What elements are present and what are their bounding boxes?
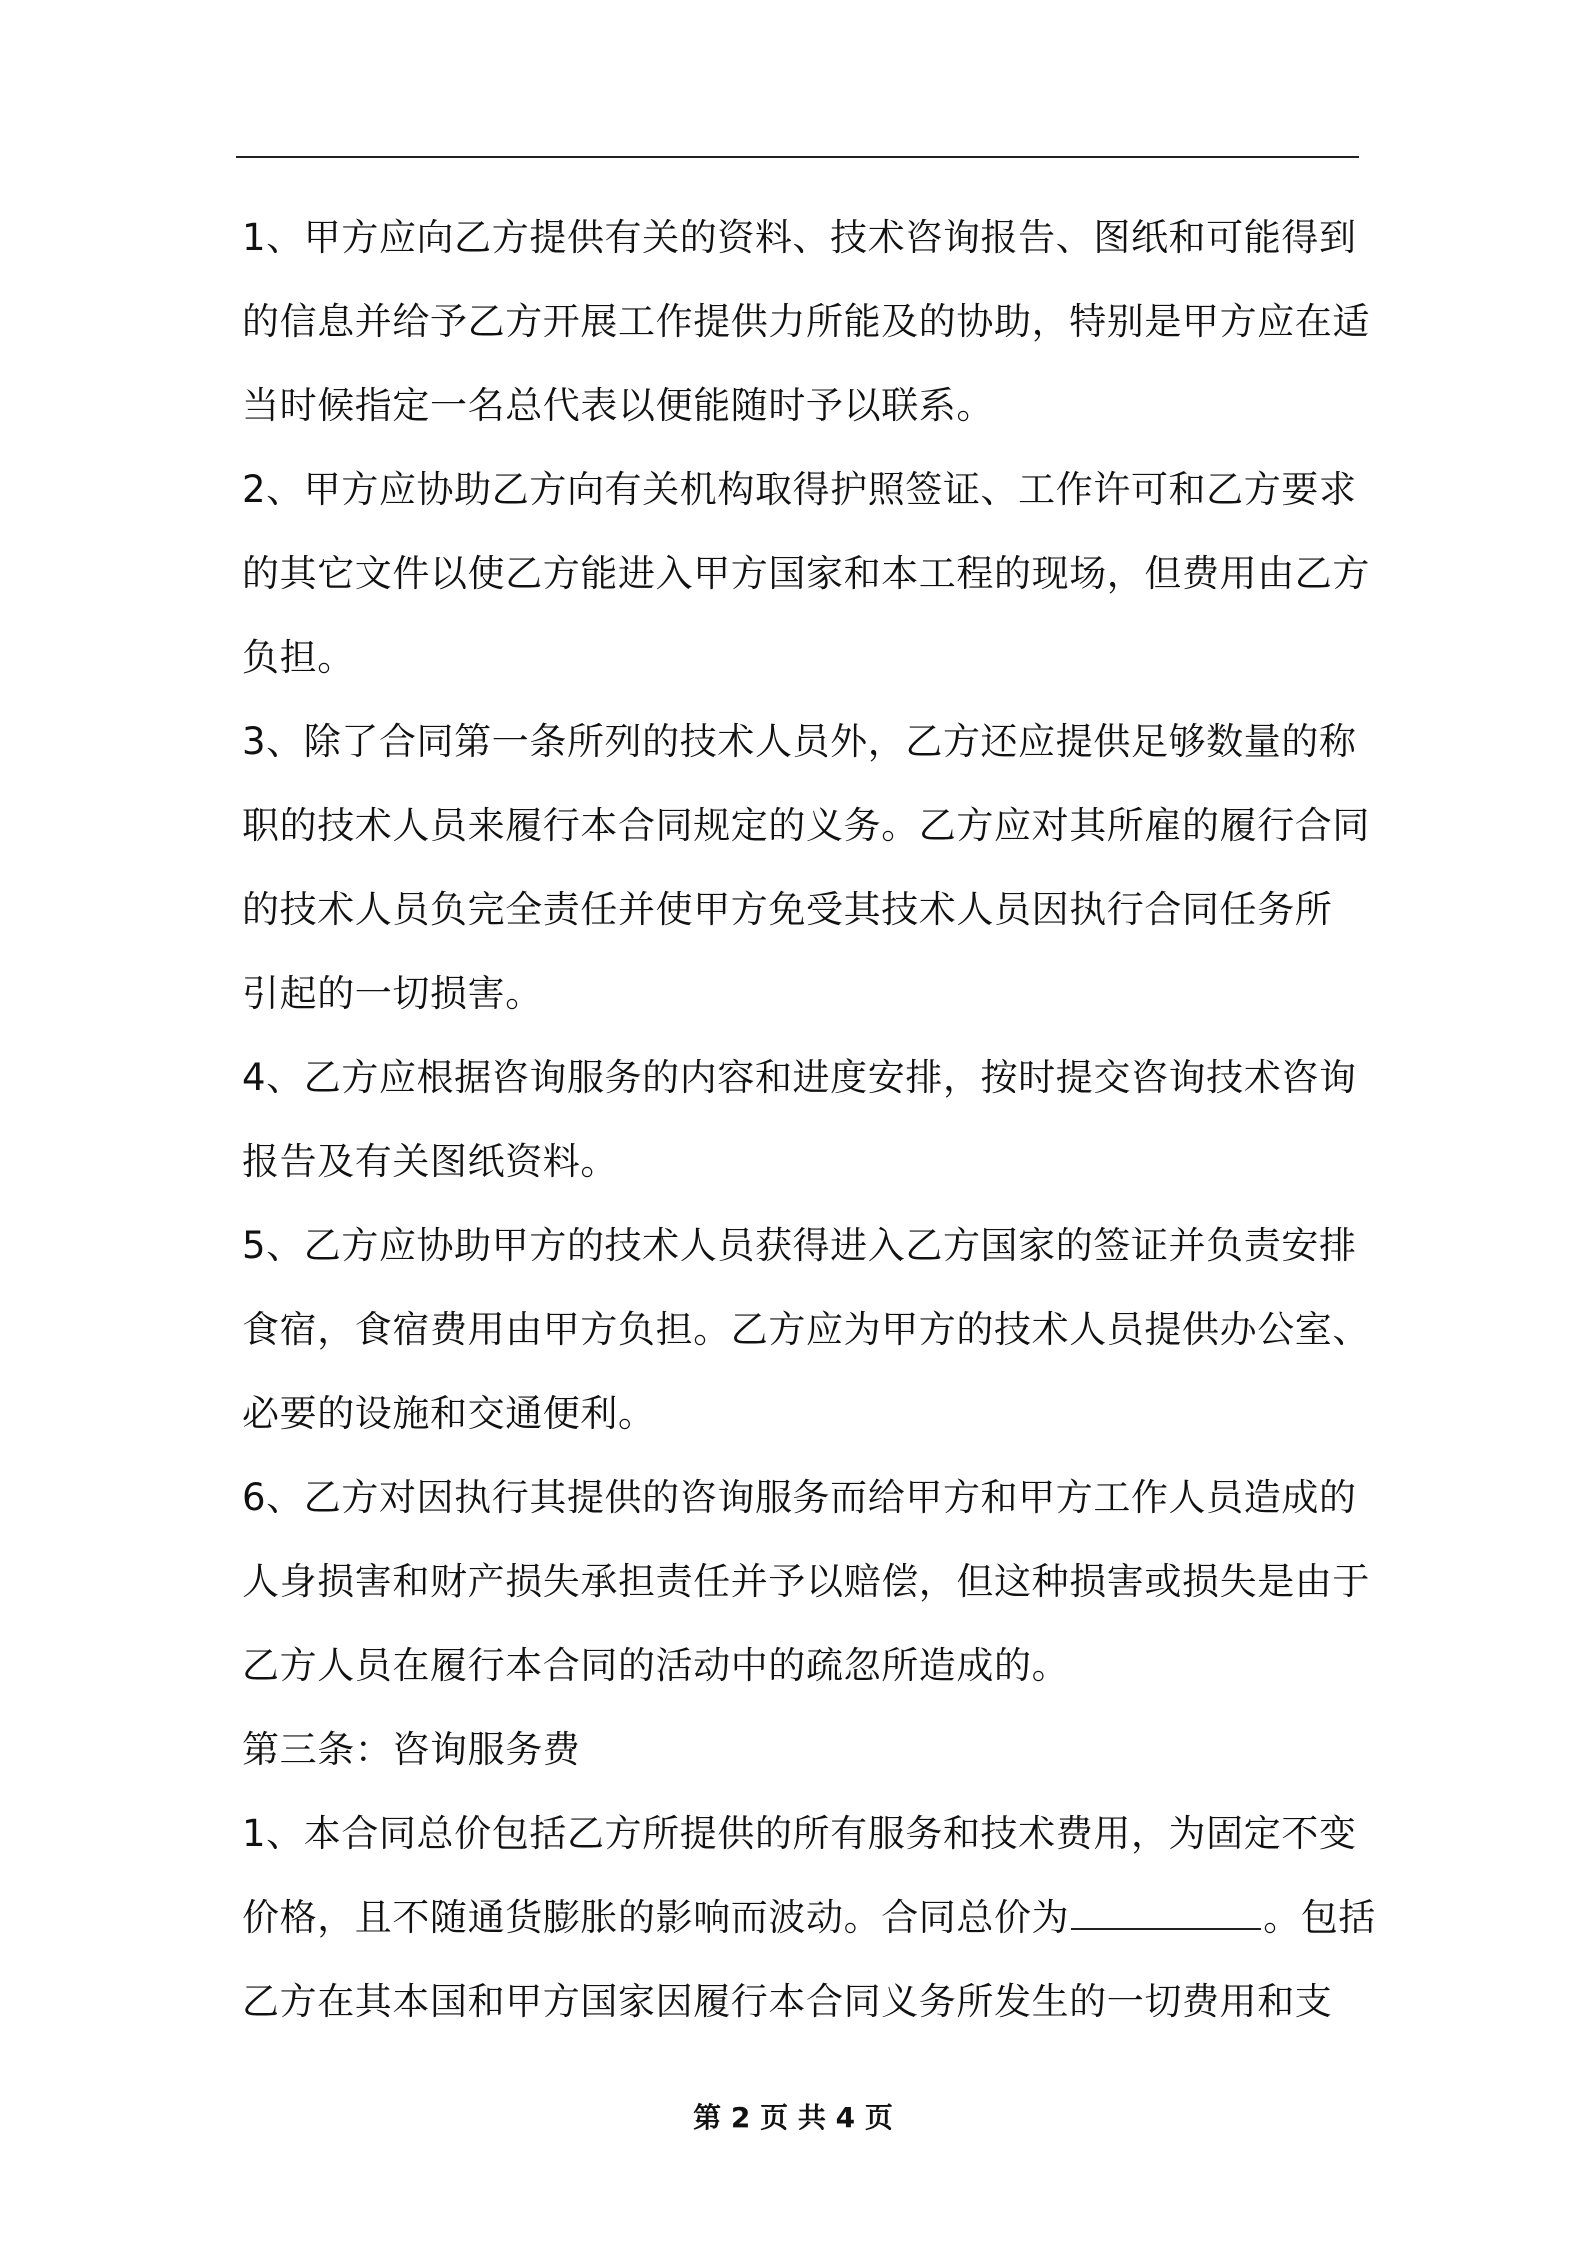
text-line: 的技术人员负完全责任并使甲方免受其技术人员因执行合同任务所	[242, 888, 1333, 931]
text-line: 的信息并给予乙方开展工作提供力所能及的协助，特别是甲方应在适	[242, 300, 1370, 343]
text-line: 的其它文件以使乙方能进入甲方国家和本工程的现场，但费用由乙方	[242, 552, 1370, 595]
section-heading: 第三条：咨询服务费	[242, 1728, 581, 1771]
header-rule	[236, 156, 1359, 158]
text-line: 人身损害和财产损失承担责任并予以赔偿，但这种损害或损失是由于	[242, 1560, 1370, 1603]
text-line: 1、本合同总价包括乙方所提供的所有服务和技术费用，为固定不变	[242, 1812, 1357, 1855]
price-line	[242, 1876, 1377, 1960]
price-line-before: 价格，且不随通货膨胀的影响而波动。合同总价为	[242, 1896, 1070, 1939]
price-line-after: 。包括	[1263, 1896, 1377, 1939]
text-line: 3、除了合同第一条所列的技术人员外，乙方还应提供足够数量的称	[242, 720, 1357, 763]
text-line: 1、甲方应向乙方提供有关的资料、技术咨询报告、图纸和可能得到	[242, 216, 1357, 259]
text-line: 6、乙方对因执行其提供的咨询服务而给甲方和甲方工作人员造成的	[242, 1476, 1357, 1519]
text-line: 乙方在其本国和甲方国家因履行本合同义务所发生的一切费用和支	[242, 1980, 1333, 2023]
document-body	[242, 196, 1377, 2044]
text-line: 职的技术人员来履行本合同规定的义务。乙方应对其所雇的履行合同	[242, 804, 1370, 847]
text-line: 4、乙方应根据咨询服务的内容和进度安排，按时提交咨询技术咨询	[242, 1056, 1357, 1099]
page-number: 第 2 页 共 4 页	[693, 2101, 893, 2134]
text-line: 乙方人员在履行本合同的活动中的疏忽所造成的。	[242, 1644, 1070, 1687]
text-line: 2、甲方应协助乙方向有关机构取得护照签证、工作许可和乙方要求	[242, 468, 1357, 511]
text-line: 负担。	[242, 636, 355, 679]
text-line: 报告及有关图纸资料。	[242, 1140, 618, 1183]
text-line: 食宿，食宿费用由甲方负担。乙方应为甲方的技术人员提供办公室、	[242, 1308, 1370, 1351]
contract-price-blank	[1071, 1898, 1261, 1930]
text-line: 引起的一切损害。	[242, 972, 543, 1015]
text-line: 5、乙方应协助甲方的技术人员获得进入乙方国家的签证并负责安排	[242, 1224, 1357, 1267]
text-line: 当时候指定一名总代表以便能随时予以联系。	[242, 384, 994, 427]
text-line: 必要的设施和交通便利。	[242, 1392, 656, 1435]
